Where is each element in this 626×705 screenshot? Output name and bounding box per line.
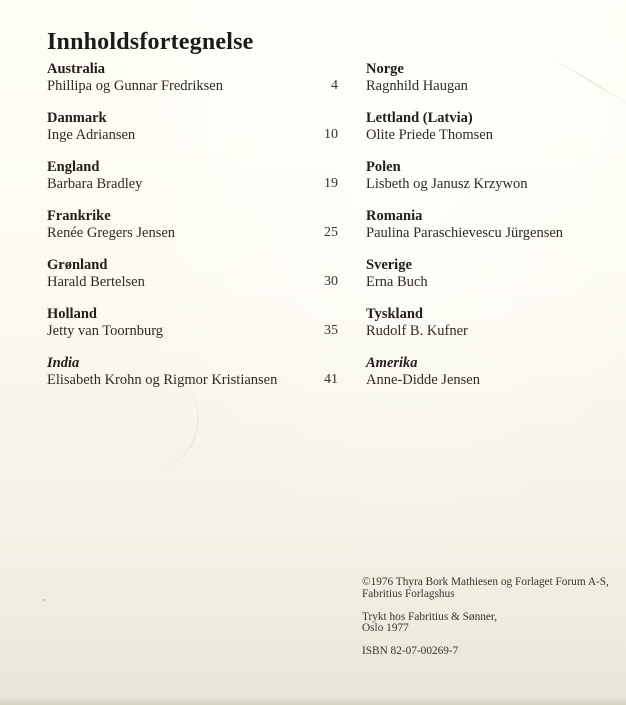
toc-page-number: 41 <box>324 371 338 387</box>
toc-country: Holland <box>47 306 97 322</box>
toc-author: Elisabeth Krohn og Rigmor Kristiansen <box>47 371 278 388</box>
toc-author-line <box>47 274 338 291</box>
toc-author-line <box>366 274 618 291</box>
toc-page-number: 10 <box>324 126 338 142</box>
toc-country: India <box>47 355 80 371</box>
colophon <box>362 577 618 658</box>
toc-country: Sverige <box>366 257 412 273</box>
toc-country: Danmark <box>47 110 107 126</box>
toc-entry <box>47 306 338 339</box>
toc-country: Frankrike <box>47 208 111 224</box>
toc-page-number: 25 <box>324 224 338 240</box>
printer-line: Oslo 1977 <box>362 622 409 635</box>
toc-country: Amerika <box>366 355 418 371</box>
toc-entry <box>366 306 618 339</box>
toc-author-line <box>47 176 338 193</box>
toc-country: Australia <box>47 61 105 77</box>
copyright-line: Fabritius Forlagshus <box>362 587 455 600</box>
toc-author: Inge Adriansen <box>47 126 136 143</box>
toc-country: England <box>47 159 100 175</box>
toc-page-number: 19 <box>324 175 338 191</box>
toc-author: Barbara Bradley <box>47 175 143 192</box>
toc-author-line <box>47 225 338 242</box>
toc-entry <box>47 355 338 388</box>
isbn-line: ISBN 82-07-00269-7 <box>362 645 459 658</box>
toc-author: Ragnhild Haugan <box>366 77 468 94</box>
toc-country: Grønland <box>47 257 108 273</box>
toc-country: Lettland (Latvia) <box>366 110 473 126</box>
copyright-line: ©1976 Thyra Bork Mathiesen og Forlaget Forum A-S, <box>362 576 609 588</box>
toc-page-number: 30 <box>324 273 338 289</box>
toc-author-line <box>366 127 618 144</box>
toc-author-line <box>366 225 618 242</box>
paper-speck <box>43 599 45 601</box>
toc-country: Polen <box>366 159 401 175</box>
toc-entry <box>366 257 618 290</box>
toc-page-number: 35 <box>324 322 338 338</box>
toc-entry <box>47 208 338 241</box>
copyright-paragraph <box>362 577 618 601</box>
toc-author-line <box>366 323 618 340</box>
toc-entry <box>366 61 618 94</box>
toc-author: Erna Buch <box>366 273 428 290</box>
toc-country: Tyskland <box>366 306 423 322</box>
page-title: Innholdsfortegnelse <box>47 29 254 55</box>
toc-author: Harald Bertelsen <box>47 273 145 290</box>
toc-country: Norge <box>366 61 404 77</box>
toc-author: Phillipa og Gunnar Fredriksen <box>47 77 223 94</box>
toc-page-number: 4 <box>331 77 338 93</box>
toc-entry <box>366 355 618 388</box>
isbn-paragraph <box>362 646 618 658</box>
toc-author: Jetty van Toornburg <box>47 322 164 339</box>
toc-country: Romania <box>366 208 423 224</box>
toc-author-line <box>366 78 618 95</box>
toc-author: Olite Priede Thomsen <box>366 126 493 143</box>
toc-entry <box>47 61 338 94</box>
toc-author-line <box>47 78 338 95</box>
toc-author: Lisbeth og Janusz Krzywon <box>366 175 528 192</box>
toc-entry <box>47 110 338 143</box>
printer-paragraph <box>362 612 618 636</box>
toc-author-line <box>366 176 618 193</box>
toc-entry <box>47 257 338 290</box>
toc-author-line <box>47 127 338 144</box>
toc-author: Anne-Didde Jensen <box>366 371 480 388</box>
printer-line: Trykt hos Fabritius & Sønner, <box>362 610 498 623</box>
toc-entry <box>366 208 618 241</box>
toc-entry <box>366 110 618 143</box>
toc-author-line <box>47 372 338 389</box>
toc-author: Paulina Paraschievescu Jürgensen <box>366 224 564 241</box>
toc-entry <box>47 159 338 192</box>
toc-author: Rudolf B. Kufner <box>366 322 468 339</box>
toc-column-left <box>47 61 338 404</box>
toc-column-right <box>366 61 618 404</box>
toc-author-line <box>366 372 618 389</box>
toc-author: Renée Gregers Jensen <box>47 224 176 241</box>
toc-entry <box>366 159 618 192</box>
toc-author-line <box>47 323 338 340</box>
